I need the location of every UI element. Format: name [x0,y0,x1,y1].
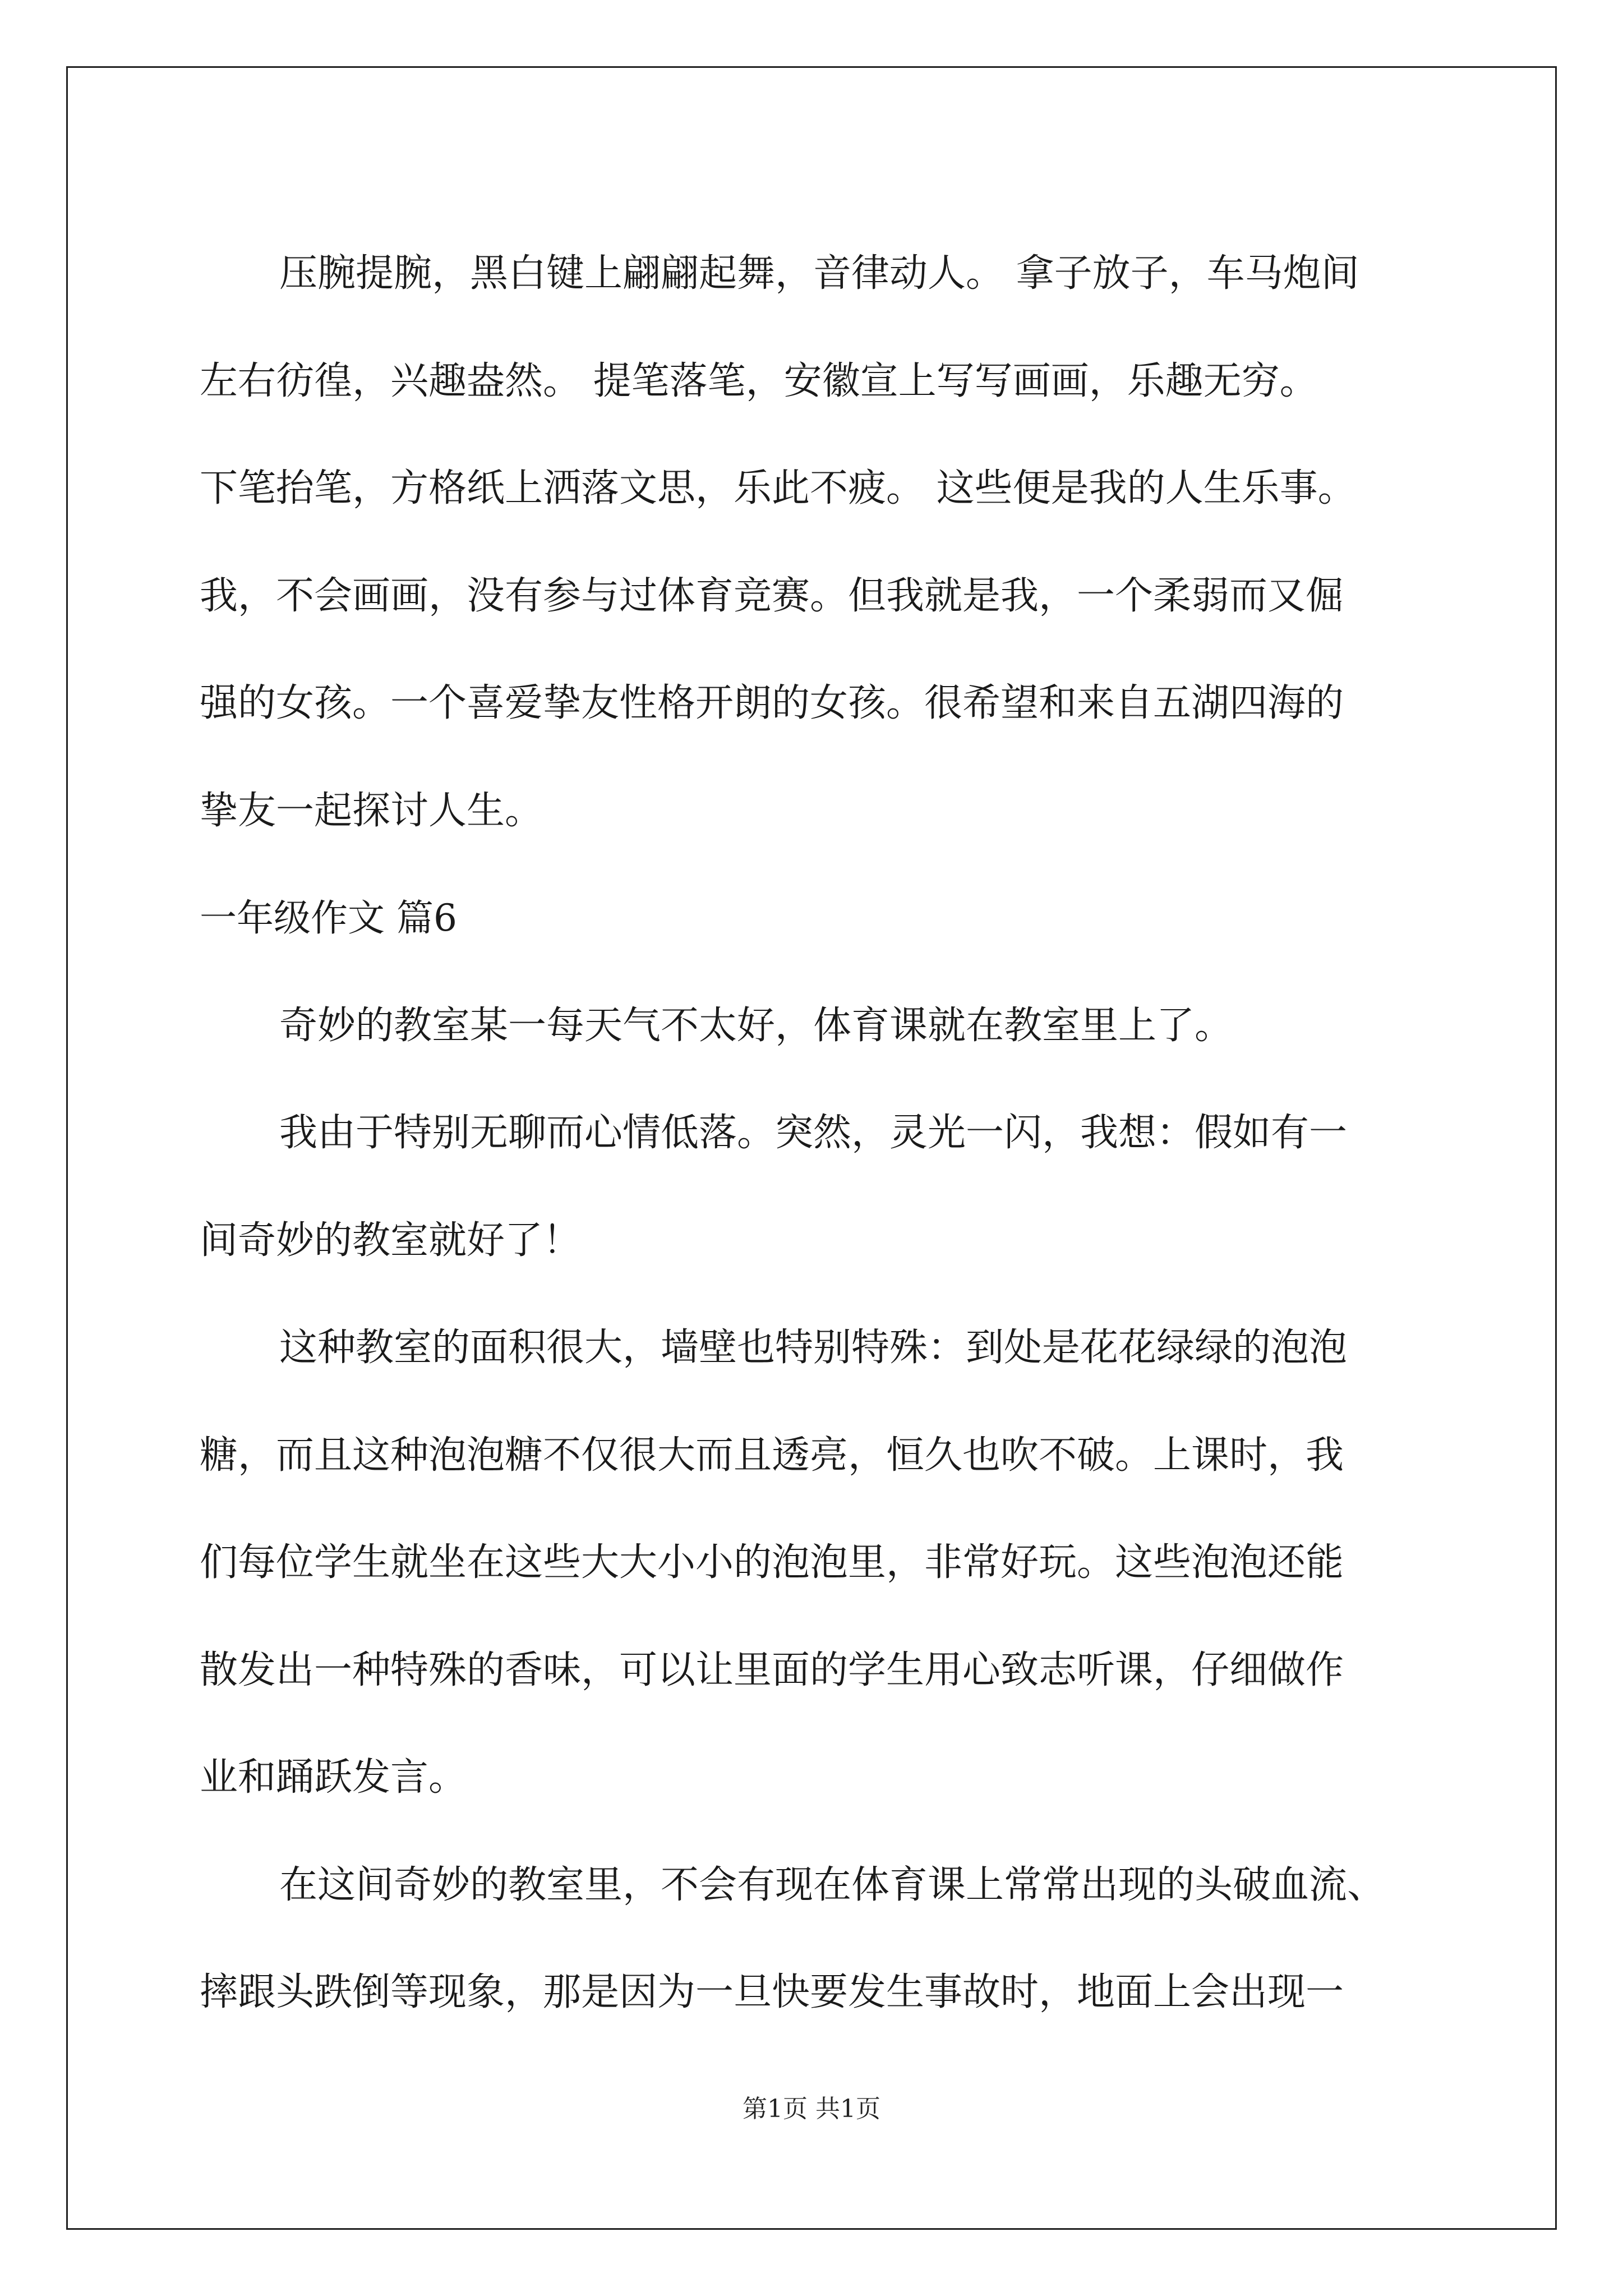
text-line: 下笔抬笔，方格纸上洒落文思，乐此不疲。 这些便是我的人生乐事。 [200,466,1356,510]
text-line: 间奇妙的教室就好了！ [200,1218,582,1263]
page-footer: 第1页 共1页 [743,2095,880,2123]
text-line: 业和踊跃发言。 [200,1755,467,1800]
text-line: 强的女孩。一个喜爱挚友性格开朗的女孩。很希望和来自五湖四海的 [200,681,1344,725]
text-line: 摔跟头跌倒等现象，那是因为一旦快要发生事故时，地面上会出现一 [200,1970,1344,2014]
text-line: 散发出一种特殊的香味，可以让里面的学生用心致志听课，仔细做作 [200,1648,1344,1692]
text-line: 奇妙的教室某一每天气不太好，体育课就在教室里上了。 [279,1003,1233,1048]
text-line: 挚友一起探讨人生。 [200,788,543,833]
text-line: 这种教室的面积很大，墙壁也特别特殊：到处是花花绿绿的泡泡 [279,1326,1348,1370]
text-line: 我由于特别无聊而心情低落。突然，灵光一闪，我想：假如有一 [279,1111,1348,1155]
text-line: 糖，而且这种泡泡糖不仅很大而且透亮，恒久也吹不破。上课时，我 [200,1433,1344,1478]
text-line: 我，不会画画，没有参与过体育竞赛。但我就是我，一个柔弱而又倔 [200,573,1344,618]
text-line: 压腕提腕，黑白键上翩翩起舞，音律动人。 拿子放子，车马炮间 [279,251,1359,296]
text-line: 左右彷徨，兴趣盎然。 提笔落笔，安徽宣上写写画画，乐趣无穷。 [200,358,1318,403]
document-body [200,220,1422,2046]
text-line: 们每位学生就坐在这些大大小小的泡泡里，非常好玩。这些泡泡还能 [200,1540,1344,1585]
section-heading: 一年级作文 篇6 [200,896,457,940]
text-line: 在这间奇妙的教室里，不会有现在体育课上常常出现的头破血流、 [279,1862,1386,1907]
